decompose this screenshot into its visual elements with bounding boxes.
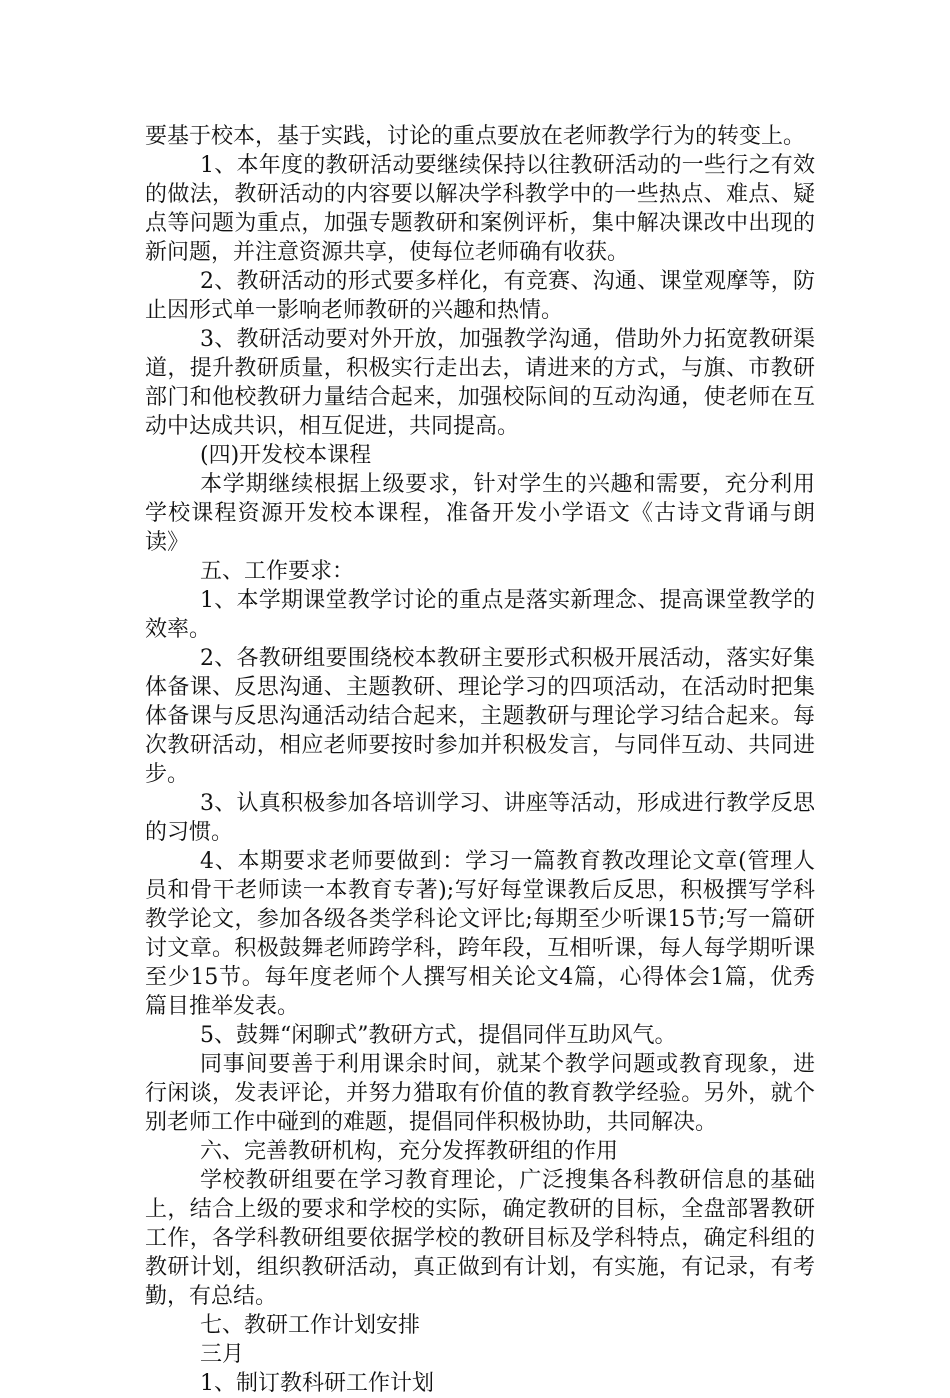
section-heading-work-requirements: 五、工作要求： <box>200 559 355 584</box>
paragraph-colleague-discussion: 同事间要善于利用课余时间，就某个教学问题或教育现象，进行闲谈，发表评论，并努力猎取有价值的教育教学经验。另外，就个别老师工作中碰到的难题，提倡同伴积极协助，共同解决。 <box>145 1052 815 1135</box>
paragraph-item-2: 2、教研活动的形式要多样化，有竞赛、沟通、课堂观摩等，防止因形式单一影响老师教研的兴趣和热情。 <box>145 269 815 323</box>
paragraph-requirement-3: 3、认真积极参加各培训学习、讲座等活动，形成进行教学反思的习惯。 <box>145 791 815 845</box>
section-heading-school-curriculum: (四)开发校本课程 <box>200 443 372 468</box>
paragraph-item-1: 1、本年度的教研活动要继续保持以往教研活动的一些行之有效的做法，教研活动的内容要以解决学科教学中的一些热点、难点、疑点等问题为重点，加强专题教研和案例评析，集中解决课改中出现的新问题，并注意资源共享，使每位老师确有收获。 <box>145 153 815 265</box>
paragraph-requirement-4: 4、本期要求老师要做到：学习一篇教育教改理论文章(管理人员和骨干老师读一本教育专著);写好每堂课教后反思，积极撰写学科教学论文，参加各级各类学科论文评比;每期至少听课15节;写一篇研讨文章。积极鼓舞老师跨学科，跨年段，互相听课，每人每学期听课至少15节。每年度老师个人撰写相关论文4篇，心得体会1篇，优秀篇目推举发表。 <box>145 849 815 1019</box>
paragraph-school-curriculum: 本学期继续根据上级要求，针对学生的兴趣和需要，充分利用学校课程资源开发校本课程，准备开发小学语文《古诗文背诵与朗读》 <box>145 472 815 555</box>
paragraph-research-organization: 学校教研组要在学习教育理论，广泛搜集各科教研信息的基础上，结合上级的要求和学校的实际，确定教研的目标，全盘部署教研工作，各学科教研组要依据学校的教研目标及学科特点，确定科组的教研计划，组织教研活动，真正做到有计划，有实施，有记录，有考勤，有总结。 <box>145 1168 815 1309</box>
paragraph-continuation: 要基于校本，基于实践，讨论的重点要放在老师教学行为的转变上。 <box>145 124 806 149</box>
paragraph-requirement-5: 5、鼓舞“闲聊式”教研方式，提倡同伴互助风气。 <box>200 1023 677 1048</box>
paragraph-requirement-2: 2、各教研组要围绕校本教研主要形式积极开展活动，落实好集体备课、反思沟通、主题教研、理论学习的四项活动，在活动时把集体备课与反思沟通活动结合起来，主题教研与理论学习结合起来。每次教研活动，相应老师要按时参加并积极发言，与同伴互动、共同进步。 <box>145 646 815 787</box>
section-heading-research-organization: 六、完善教研机构，充分发挥教研组的作用 <box>200 1139 619 1164</box>
document-body <box>145 122 815 1398</box>
section-heading-schedule: 七、教研工作计划安排 <box>200 1313 421 1338</box>
paragraph-requirement-1: 1、本学期课堂教学讨论的重点是落实新理念、提高课堂教学的效率。 <box>145 588 815 642</box>
schedule-item-1: 1、制订教科研工作计划 <box>200 1371 434 1396</box>
paragraph-item-3: 3、教研活动要对外开放，加强教学沟通，借助外力拓宽教研渠道，提升教研质量，积极实行走出去，请进来的方式，与旗、市教研部门和他校教研力量结合起来，加强校际间的互动沟通，使老师在互动中达成共识，相互促进，共同提高。 <box>145 327 815 439</box>
schedule-month-march: 三月 <box>200 1342 245 1367</box>
